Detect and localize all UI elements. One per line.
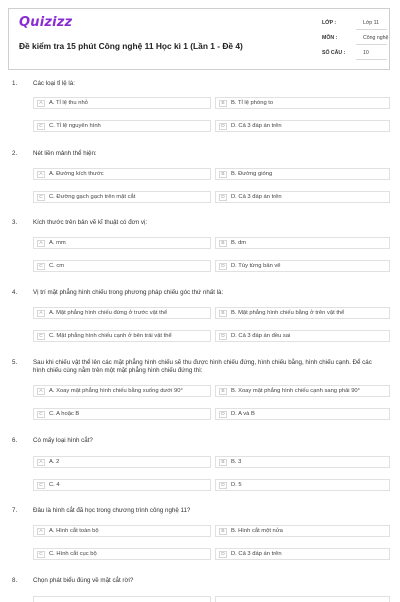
option-letter: B <box>219 528 227 535</box>
option-c[interactable] <box>33 260 211 272</box>
option-text: B. 3 <box>231 459 242 465</box>
option-b[interactable] <box>215 168 390 180</box>
question-text: Đâu là hình cắt đã học trong chương trình công nghệ 11? <box>33 507 191 514</box>
option-a[interactable] <box>33 385 211 397</box>
option-letter: B <box>219 310 227 317</box>
question-text: Vị trí mặt phẳng hình chiếu trong phương pháp chiếu góc thứ nhất là: <box>33 289 224 296</box>
option-b[interactable] <box>215 307 390 319</box>
meta-count <box>316 45 391 61</box>
option-a[interactable] <box>33 596 211 602</box>
option-text: B. dm <box>231 240 247 246</box>
option-a[interactable] <box>33 456 211 468</box>
option-text: D. A và B <box>231 411 255 417</box>
option-b[interactable] <box>215 456 390 468</box>
option-letter: C <box>37 482 45 489</box>
option-letter: D <box>219 263 227 270</box>
option-letter: D <box>219 194 227 201</box>
quizizz-logo[interactable]: Quizizz <box>19 15 73 30</box>
meta-value: Công nghệ <box>363 35 389 41</box>
option-text: D. Cả 3 đáp án trên <box>231 194 282 200</box>
option-letter: D <box>219 123 227 130</box>
option-text: A. 2 <box>49 459 60 465</box>
option-text: A. mm <box>49 240 66 246</box>
meta-label: LỚP : <box>322 20 337 26</box>
option-c[interactable] <box>33 330 211 342</box>
option-d[interactable] <box>215 120 390 132</box>
option-b[interactable] <box>215 596 390 602</box>
option-letter: B <box>219 459 227 466</box>
meta-class <box>316 15 391 31</box>
option-d[interactable] <box>215 548 390 560</box>
question-number: 6. <box>12 437 18 444</box>
option-text: B. Đường gióng <box>231 171 273 177</box>
option-b[interactable] <box>215 525 390 537</box>
meta-label: MÔN : <box>322 35 338 41</box>
worksheet-meta <box>316 9 391 71</box>
question-text: Nét liền mảnh thể hiện: <box>33 150 97 157</box>
option-letter: A <box>37 388 45 395</box>
question-number: 3. <box>12 219 18 226</box>
option-text: A. Tỉ lệ thu nhỏ <box>49 100 88 106</box>
option-c[interactable] <box>33 548 211 560</box>
option-c[interactable] <box>33 120 211 132</box>
question-number: 1. <box>12 80 18 87</box>
option-letter: C <box>37 123 45 130</box>
option-text: A. Đường kích thước <box>49 171 104 177</box>
option-letter: B <box>219 171 227 178</box>
question-number: 8. <box>12 577 18 584</box>
option-text: B. Xoay mặt phẳng hình chiếu cạnh sang phải 90° <box>231 388 360 394</box>
worksheet-title: Đề kiểm tra 15 phút Công nghệ 11 Học kì 1 (Lần 1 - Đề 4) <box>19 41 243 51</box>
option-letter: D <box>219 551 227 558</box>
option-letter: D <box>219 333 227 340</box>
option-letter: D <box>219 482 227 489</box>
option-c[interactable] <box>33 479 211 491</box>
option-d[interactable] <box>215 330 390 342</box>
option-text: A. Hình cắt toàn bộ <box>49 528 99 534</box>
meta-value: 10 <box>363 50 369 56</box>
question-number: 4. <box>12 289 18 296</box>
question-text: Kích thước trên bản vẽ kĩ thuật có đơn vị: <box>33 219 148 226</box>
question-text: Sau khi chiếu vật thể lên các mặt phẳng hình chiếu sẽ thu được hình chiếu đứng, hình chiếu bằng, hình chiếu cạnh. Để các hình chiếu cùng nằm trên một mặt phẳng hình chiếu đứng thì: <box>33 359 372 374</box>
option-text: B. Hình cắt một nửa <box>231 528 283 534</box>
option-b[interactable] <box>215 385 390 397</box>
question-number: 5. <box>12 359 18 366</box>
option-letter: B <box>219 100 227 107</box>
option-text: B. Tỉ lệ phóng to <box>231 100 274 106</box>
option-text: A. Mặt phẳng hình chiếu đứng ở trước vật thể <box>49 310 168 316</box>
option-b[interactable] <box>215 237 390 249</box>
option-d[interactable] <box>215 260 390 272</box>
option-a[interactable] <box>33 97 211 109</box>
divider <box>356 59 387 60</box>
option-a[interactable] <box>33 237 211 249</box>
option-c[interactable] <box>33 408 211 420</box>
option-d[interactable] <box>215 479 390 491</box>
option-letter: A <box>37 459 45 466</box>
option-text: A. Xoay mặt phẳng hình chiếu bằng xuống dưới 90° <box>49 388 183 394</box>
option-a[interactable] <box>33 525 211 537</box>
question-text: Các loại tỉ lệ là: <box>33 80 75 87</box>
worksheet-header <box>8 8 390 70</box>
question-number: 2. <box>12 150 18 157</box>
option-text: C. A hoặc B <box>49 411 80 417</box>
option-letter: A <box>37 310 45 317</box>
option-letter: A <box>37 171 45 178</box>
option-d[interactable] <box>215 408 390 420</box>
option-letter: C <box>37 551 45 558</box>
option-letter: A <box>37 240 45 247</box>
option-text: D. Tùy từng bản vẽ <box>231 263 281 269</box>
option-text: C. cm <box>49 263 65 269</box>
option-text: D. Cả 3 đáp án trên <box>231 551 282 557</box>
meta-label: SỐ CÂU : <box>322 50 346 56</box>
option-letter: D <box>219 411 227 418</box>
option-letter: C <box>37 194 45 201</box>
option-letter: C <box>37 333 45 340</box>
option-d[interactable] <box>215 191 390 203</box>
option-text: C. Hình cắt cục bộ <box>49 551 97 557</box>
option-text: C. 4 <box>49 482 60 488</box>
option-a[interactable] <box>33 307 211 319</box>
option-letter: A <box>37 100 45 107</box>
option-text: B. Mặt phẳng hình chiếu bằng ở trên vật thể <box>231 310 345 316</box>
option-letter: B <box>219 388 227 395</box>
question-text: Chọn phát biểu đúng về mặt cắt rời? <box>33 577 134 584</box>
option-text: C. Đường gạch gạch trên mặt cắt <box>49 194 136 200</box>
option-text: D. Cả 3 đáp án đều sai <box>231 333 291 339</box>
option-text: C. Tỉ lệ nguyên hình <box>49 123 101 129</box>
option-a[interactable] <box>33 168 211 180</box>
option-text: C. Mặt phẳng hình chiếu cạnh ở bên trái vật thể <box>49 333 172 339</box>
option-letter: C <box>37 263 45 270</box>
option-letter: B <box>219 240 227 247</box>
option-text: D. 5 <box>231 482 242 488</box>
question-text: Có mấy loại hình cắt? <box>33 437 93 444</box>
option-letter: A <box>37 528 45 535</box>
option-letter: C <box>37 411 45 418</box>
option-b[interactable] <box>215 97 390 109</box>
meta-subject <box>316 30 391 46</box>
question-number: 7. <box>12 507 18 514</box>
meta-value: Lớp 11 <box>363 20 379 26</box>
option-text: D. Cả 3 đáp án trên <box>231 123 282 129</box>
option-c[interactable] <box>33 191 211 203</box>
